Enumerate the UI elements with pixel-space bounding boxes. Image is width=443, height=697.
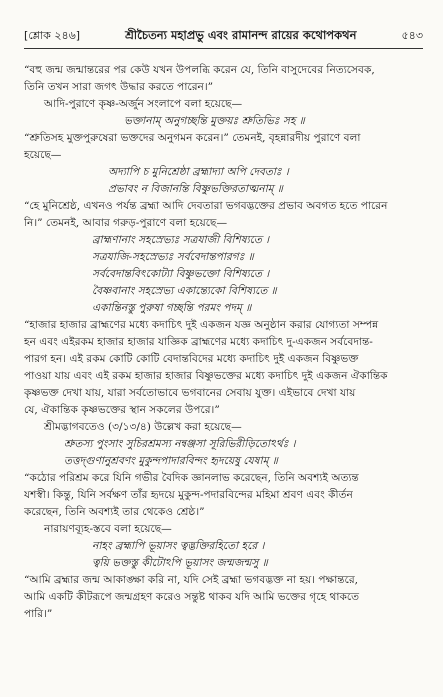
translation-line: পারি।”	[24, 608, 53, 620]
running-header	[24, 20, 423, 49]
sanskrit-verse-line: ভক্তানাম্ অনুগচ্ছন্তি মুক্তয়ঃ শ্রুতিভিঃ সহ ॥	[124, 115, 305, 127]
sanskrit-verse-line: একান্তিনস্তু পুরুষা গচ্ছন্তি পরমং পদম্ ॥	[92, 302, 252, 314]
sanskrit-verse-line: তত্তদ্গুণানুশ্রবণং মুকুন্দপাদারবিন্দং হৃদয়েষু যেষাম্ ॥	[64, 455, 278, 467]
sanskrit-verse-line: সর্ববেদান্তবিৎকোট্যা বিষ্ণুভক্তো বিশিষ্যতে ।	[92, 268, 270, 280]
page-body	[24, 62, 423, 689]
sanskrit-verse-line: নাহং ব্রহ্মাপি ভূয়াসং ত্বদ্ভক্তিরহিতো হরে ।	[92, 540, 265, 552]
translation-line: তিনি তখন সারা জগৎ উদ্ধার করতে পারেন।”	[24, 81, 214, 93]
citation-intro: নারায়ণব্যূহ-স্তবে বলা হয়েছে—	[44, 523, 172, 535]
translation-line: “শ্রুতিসহ মুক্তপুরুষেরা ভক্তদের অনুগমন করেন।” তেমনই, বৃহন্নারদীয় পুরাণে বলা	[24, 132, 361, 144]
citation-intro: আদি-পুরাণে কৃষ্ণ-অর্জুন সংলাপে বলা হয়েছে—	[44, 98, 243, 110]
translation-line: নি।” তেমনই, আবার গরুড়-পুরাণে বলা হয়েছে—	[24, 217, 228, 229]
translation-line: পারগ হন। এই রকম কোটি কোটি বেদান্তবিদের মধ্যে কদাচিৎ দুই একজন বিষ্ণুভক্ত	[24, 353, 359, 365]
sanskrit-verse-line: শ্রুতস্য পুংসাং সুচিরশ্রমস্য নন্বঞ্জসা সূরিভিরীড়িতোঽর্থঃ ।	[64, 438, 296, 450]
translation-line: “কঠোর পরিশ্রম করে যিনি গভীর বৈদিক জ্ঞানলাভ করেছেন, তিনি অবশ্যই অত্যন্ত	[24, 472, 359, 484]
translation-line: করেছেন, তিনি অবশ্যই তার থেকেও শ্রেষ্ঠ।”	[24, 506, 205, 518]
sanskrit-verse-line: ত্বয়ি ভক্তস্তু কীটোঽপি ভূয়াসং জন্মজন্মসু ॥	[92, 557, 268, 569]
translation-line: “বহু জন্ম জন্মান্তরের পর কেউ যখন উপলব্ধি করেন যে, তিনি বাসুদেবের নিত্যসেবক,	[24, 64, 375, 76]
translation-line: “হে মুনিশ্রেষ্ঠ, এখনও পর্যন্ত ব্রহ্মা আদি দেবতারা ভগবদ্ভক্তের প্রভাব অবগত হতে পারেন	[24, 200, 388, 212]
translation-line: যে, ঐকান্তিক কৃষ্ণভক্তের স্থান সকলের উপরে।”	[24, 404, 220, 416]
page-number: ৫৪৩	[401, 29, 423, 42]
sanskrit-verse-line: ব্রাহ্মণানাং সহস্রেভ্যঃ সত্রযাজী বিশিষ্যতে ।	[92, 234, 270, 246]
translation-line: কৃষ্ণভক্ত দেখা যায়, যারা সর্বতোভাবে ভগবানের সেবায় যুক্ত। এইভাবে দেখা যায়	[24, 387, 356, 399]
sanskrit-verse-line: সত্রযাজি-সহস্রেভ্যঃ সর্ববেদান্তপারগঃ ॥	[92, 251, 254, 263]
verse-reference: [শ্লোক ২৪৬]	[24, 29, 81, 42]
translation-line: হন এবং এইরকম হাজার হাজার যাজ্ঞিক ব্রাহ্মণের মধ্যে কদাচিৎ দু-একজন সর্ববেদান্ত-	[24, 336, 373, 348]
sanskrit-verse-line: বৈষ্ণবানাং সহস্রেভ্য একান্ত্যেকো বিশিষ্যতে ॥	[92, 285, 277, 297]
translation-line: আমি একটি কীটরূপে জন্মগ্রহণ করেও সন্তুষ্ট থাকব যদি আমি ভক্তের গৃহে থাকতে	[24, 591, 360, 603]
translation-line: “আমি ব্রহ্মার জন্ম আকাঙ্ক্ষা করি না, যদি সেই ব্রহ্মা ভগবদ্ভক্ত না হয়। পক্ষান্তরে,	[24, 574, 359, 586]
translation-line: হয়েছে—	[24, 149, 62, 161]
chapter-title: শ্রীচৈতন্য মহাপ্রভু এবং রামানন্দ রায়ের কথোপকথন	[125, 28, 357, 42]
translation-line: যশস্বী। কিন্তু, যিনি সর্বক্ষণ তাঁর হৃদয়ে মুকুন্দ-পদারবিন্দের মহিমা শ্রবণ এবং কীর্তন	[24, 489, 353, 501]
translation-line: “হাজার হাজার ব্রাহ্মণের মধ্যে কদাচিৎ দুই একজন যজ্ঞ অনুষ্ঠান করার যোগ্যতা সম্পন্ন	[24, 319, 379, 331]
sanskrit-verse-line: অদ্যাপি চ মুনিশ্রেষ্ঠা ব্রহ্মাদ্যা অপি দেবতাঃ ।	[108, 166, 289, 178]
sanskrit-verse-line: প্রভাবং ন বিজানন্তি বিষ্ণুভক্তিরতাত্মনাম্ ॥	[108, 183, 283, 195]
citation-intro: শ্রীমদ্ভাগবতেও (৩/১৩/৪) উল্লেখ করা হয়েছে—	[44, 421, 242, 433]
translation-line: পাওয়া যায় এবং এই রকম হাজার হাজার বিষ্ণুভক্তের মধ্যে কদাচিৎ দুই একজন ঐকান্তিক	[24, 370, 388, 382]
